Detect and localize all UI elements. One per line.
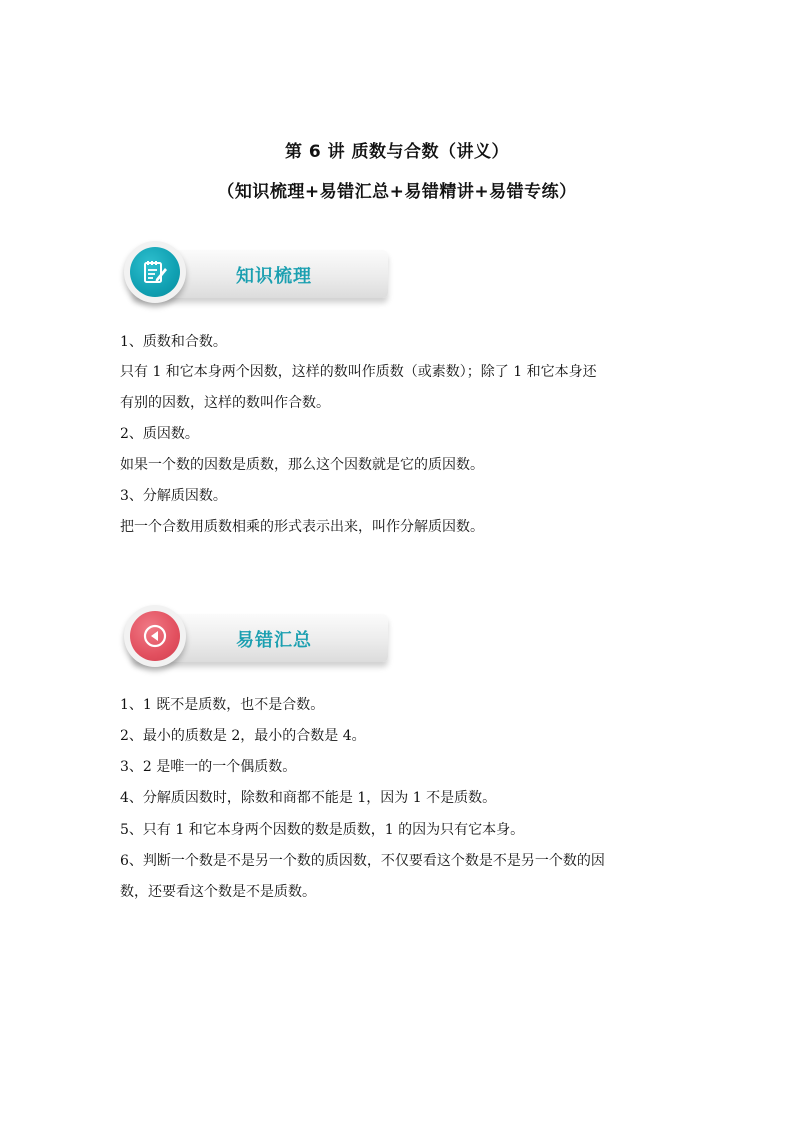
page-subtitle: （知识梳理+易错汇总+易错精讲+易错专练） xyxy=(217,182,577,202)
text-line: 有别的因数，这样的数叫作合数。 xyxy=(120,395,330,411)
section-banner-errors xyxy=(124,605,390,675)
text-line: 1、质数和合数。 xyxy=(120,334,227,350)
text-line: 2、质因数。 xyxy=(120,426,199,442)
text-line: 1、1 既不是质数，也不是合数。 xyxy=(120,697,325,713)
text-line: 6、判断一个数是不是另一个数的质因数，不仅要看这个数是不是另一个数的因 xyxy=(120,853,605,869)
text-line: 如果一个数的因数是质数，那么这个因数就是它的质因数。 xyxy=(120,457,484,473)
text-line: 3、2 是唯一的一个偶质数。 xyxy=(120,759,297,775)
text-line: 只有 1 和它本身两个因数，这样的数叫作质数（或素数）；除了 1 和它本身还 xyxy=(120,364,597,380)
text-line: 把一个合数用质数相乘的形式表示出来，叫作分解质因数。 xyxy=(120,519,484,535)
text-line: 数，还要看这个数是不是质数。 xyxy=(120,884,316,900)
text-line: 5、只有 1 和它本身两个因数的数是质数，1 的因为只有它本身。 xyxy=(120,822,525,838)
play-back-circle-icon xyxy=(130,611,180,661)
banner-icon-badge xyxy=(124,605,186,667)
section-label-knowledge: 知识梳理 xyxy=(236,266,312,287)
banner-icon-badge xyxy=(124,241,186,303)
page-title: 第 6 讲 质数与合数（讲义） xyxy=(284,142,510,162)
text-line: 3、分解质因数。 xyxy=(120,488,227,504)
notepad-pencil-icon xyxy=(130,247,180,297)
text-line: 2、最小的质数是 2，最小的合数是 4。 xyxy=(120,728,366,744)
section-label-errors: 易错汇总 xyxy=(236,630,312,651)
text-line: 4、分解质因数时，除数和商都不能是 1，因为 1 不是质数。 xyxy=(120,790,497,806)
section-banner-knowledge xyxy=(124,241,390,311)
